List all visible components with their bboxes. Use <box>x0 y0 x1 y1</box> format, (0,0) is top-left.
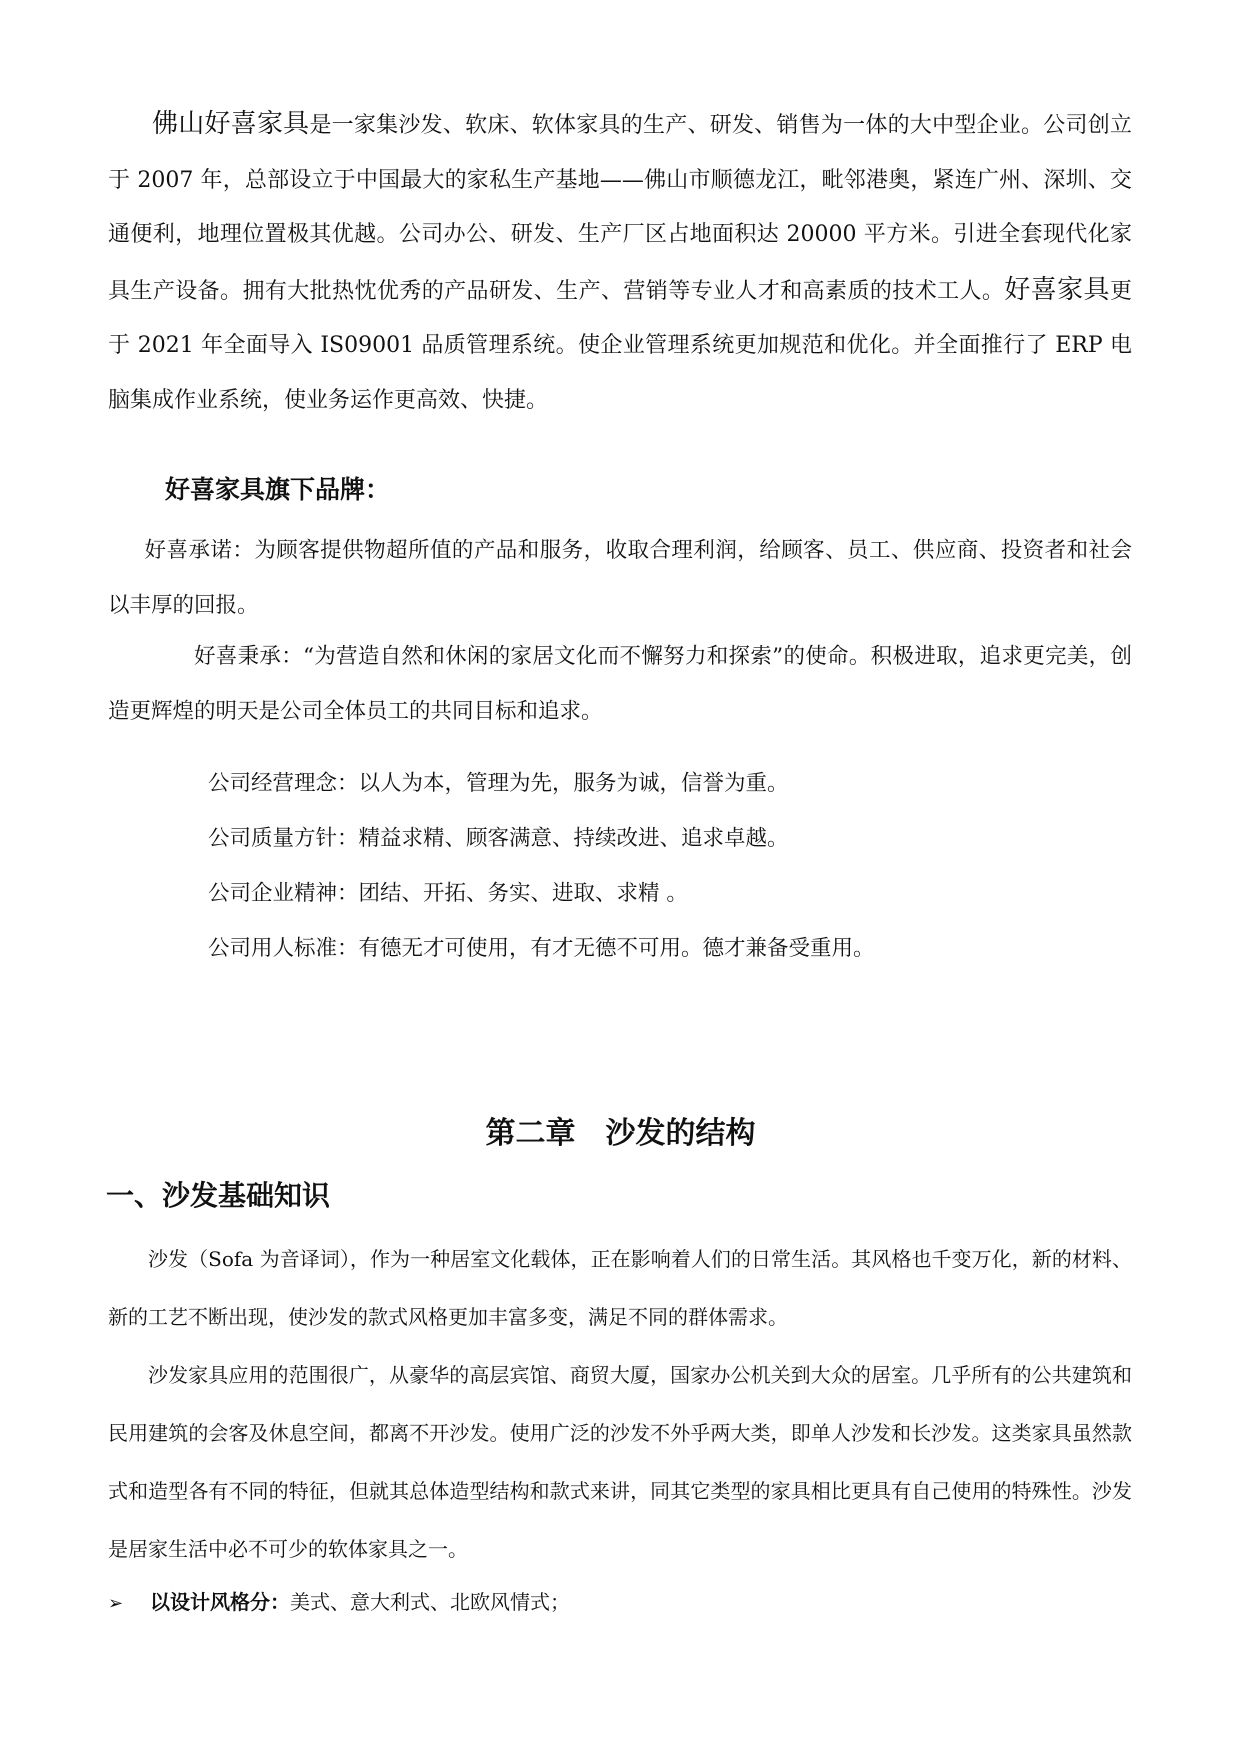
list-item-text: 美式、意大利式、北欧风情式； <box>290 1590 570 1614</box>
intro-paragraph <box>108 97 1132 428</box>
principle-item: 公司用人标准：有德无才可使用，有才无德不可用。德才兼备受重用。 <box>208 936 875 961</box>
brand-name: 好喜家具 <box>1004 274 1110 305</box>
section-paragraph: 沙发（Sofa 为音译词），作为一种居室文化载体，正在影响着人们的日常生活。其风格也千变万化，新的材料、新的工艺不断出现，使沙发的款式风格更加丰富多变，满足不同的群体需求。 <box>108 1247 1132 1329</box>
commitment-paragraph: 好喜承诺：为顾客提供物超所值的产品和服务，收取合理利润，给顾客、员工、供应商、投资者和社会以丰厚的回报。 <box>108 538 1132 618</box>
chapter-title: 第二章 沙发的结构 <box>485 1116 756 1151</box>
section-paragraph: 沙发家具应用的范围很广，从豪华的高层宾馆、商贸大厦，国家办公机关到大众的居室。几乎所有的公共建筑和民用建筑的会客及休息空间，都离不开沙发。使用广泛的沙发不外乎两大类，即单人沙发和长沙发。这类家具虽然款式和造型各有不同的特征，但就其总体造型结构和款式来讲，同其它类型的家具相比更具有自己使用的特殊性。沙发是居家生活中必不可少的软体家具之一。 <box>108 1363 1132 1561</box>
list-item <box>108 1582 1132 1624</box>
intro-text-a: 是一家集沙发、软床、软体家具的生产、研发、销售为一体的大中型企业。公司创立于 2007 年，总部设立于中国最大的家私生产基地——佛山市顺德龙江，毗邻港奥，紧连广州、深圳、交通便利，地理位置极其优越。公司办公、研发、生产厂区占地面积达 20000 平方米。引进全套现代化家具生产设备。拥有大批热忱优秀的产品研发、生产、营销等专业人才和高素质的技术工人。 <box>108 113 1132 304</box>
principles-list <box>208 756 1108 976</box>
brands-heading: 好喜家具旗下品牌： <box>165 475 391 504</box>
mission-paragraph: 好喜秉承：“为营造自然和休闲的家居文化而不懈努力和探索”的使命。积极进取，追求更完美，创造更辉煌的明天是公司全体员工的共同目标和追求。 <box>108 644 1132 724</box>
principle-item: 公司质量方针：精益求精、顾客满意、持续改进、追求卓越。 <box>208 826 789 851</box>
arrow-bullet-icon: ➢ <box>108 1593 124 1614</box>
principle-item: 公司经营理念：以人为本，管理为先，服务为诚，信誉为重。 <box>208 771 789 796</box>
brand-name: 佛山好喜家具 <box>152 109 310 139</box>
section-title: 一、沙发基础知识 <box>106 1179 331 1212</box>
intro-text-b: 更于 2021 年全面导入 IS09001 品质管理系统。使企业管理系统更加规范和优化。并全面推行了 ERP 电脑集成作业系统，使业务运作更高效、快捷。 <box>108 278 1132 413</box>
principle-item: 公司企业精神：团结、开拓、务实、进取、求精 。 <box>208 881 688 906</box>
list-item-label: 以设计风格分： <box>150 1590 290 1614</box>
